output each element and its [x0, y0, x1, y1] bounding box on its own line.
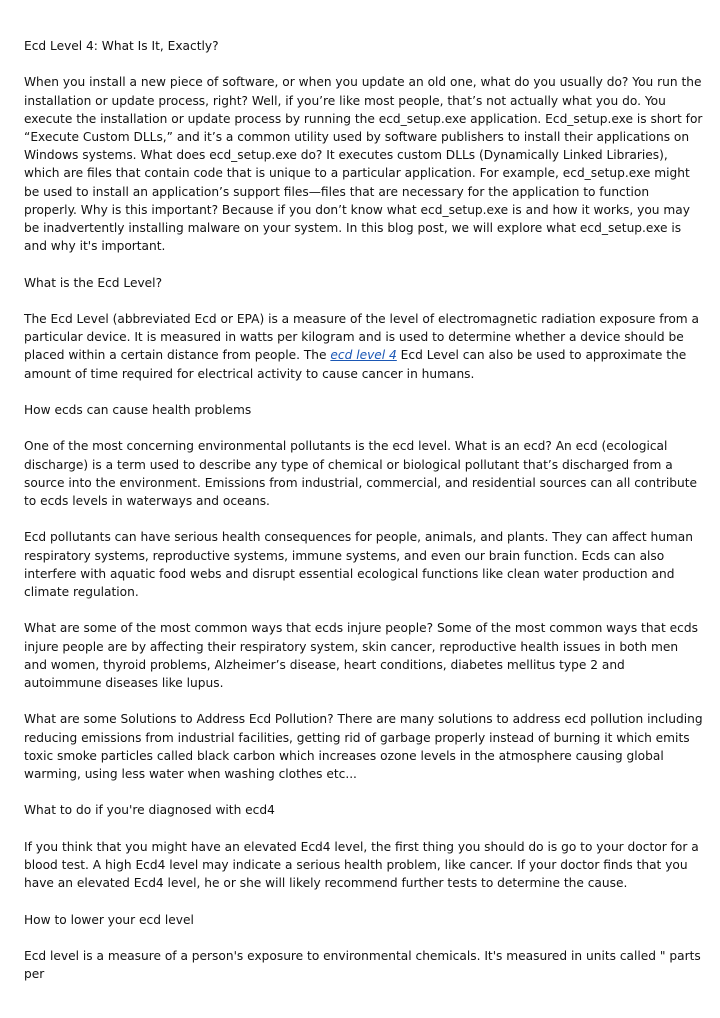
section-heading-ecd-level: What is the Ecd Level?: [24, 275, 163, 290]
health-paragraph-2: Ecd pollutants can have serious health consequences for people, animals, and plants. They can affect human respiratory systems, reproductive systems, immune systems, and even our brain function. Ecds can also interfere with aquatic food webs and disrupt essential ecological functions like clean water production and climate regulation.: [24, 530, 693, 599]
document-page: [24, 37, 704, 1002]
section-heading-lower-level: How to lower your ecd level: [24, 912, 194, 927]
document-title: Ecd Level 4: What Is It, Exactly?: [24, 39, 219, 53]
paragraph-text: Ecd Level can also be used to approximate the amount of time required for electrical activity to cause cancer in humans.: [24, 348, 687, 381]
lower-level-paragraph: Ecd level is a measure of a person's exposure to environmental chemicals. It's measured in units called " parts per: [24, 948, 701, 982]
ecd-level-4-link[interactable]: ecd level 4: [330, 348, 397, 363]
health-paragraph-1: One of the most concerning environmental pollutants is the ecd level. What is an ecd? An ecd (ecological discharge) is a term used to describe any type of chemical or biological pollutant that’s discharged from a source into the environment. Emissions from industrial, commercial, and residential sources can all contribute to ecds levels in waterways and oceans.: [24, 439, 698, 508]
health-paragraph-4: What are some Solutions to Address Ecd Pollution? There are many solutions to address ecd pollution including reducing emissions from industrial facilities, getting rid of garbage properly instead of burning it which emits toxic smoke particles called black carbon which increases ozone levels in the atmosphere causing global warming, using less water when washing clothes etc...: [24, 712, 703, 781]
intro-paragraph: When you install a new piece of software, or when you update an old one, what do you usually do? You run the installation or update process, right? Well, if you’re like most people, that’s not actually what you do. You execute the installation or update process by running the ecd_setup.exe application. Ecd_setup.exe is short for “Execute Custom DLLs,” and it’s a common utility used by software publishers to install their applications on Windows systems. What does ecd_setup.exe do? It executes custom DLLs (Dynamically Linked Libraries), which are files that contain code that is unique to a particular application. For example, ecd_setup.exe might be used to install an application’s support files—files that are necessary for the application to function properly. Why is this important? Because if you don’t know what ecd_setup.exe is and how it works, you may be inadvertently installing malware on your system. In this blog post, we will explore what ecd_setup.exe is and why it's important.: [24, 75, 703, 254]
section-heading-diagnosed: What to do if you're diagnosed with ecd4: [24, 803, 275, 818]
paragraph-text: The Ecd Level (abbreviated Ecd or EPA) is a measure of the level of electromagnetic radiation exposure from a particular device. It is measured in watts per kilogram and is used to determine whether a device should be placed within a certain distance from people. The: [24, 312, 699, 363]
diagnosed-paragraph: If you think that you might have an elevated Ecd4 level, the first thing you should do is go to your doctor for a blood test. A high Ecd4 level may indicate a serious health problem, like cancer. If your doctor finds that you have an elevated Ecd4 level, he or she will likely recommend further tests to determine the cause.: [24, 839, 699, 891]
ecd-level-paragraph: [24, 310, 704, 383]
section-heading-health-problems: How ecds can cause health problems: [24, 403, 252, 417]
health-paragraph-3: What are some of the most common ways that ecds injure people? Some of the most common ways that ecds injure people are by affecting their respiratory system, skin cancer, reproductive health issues in both men and women, thyroid problems, Alzheimer’s disease, heart conditions, diabetes mellitus type 2 and autoimmune diseases like lupus.: [24, 621, 698, 690]
